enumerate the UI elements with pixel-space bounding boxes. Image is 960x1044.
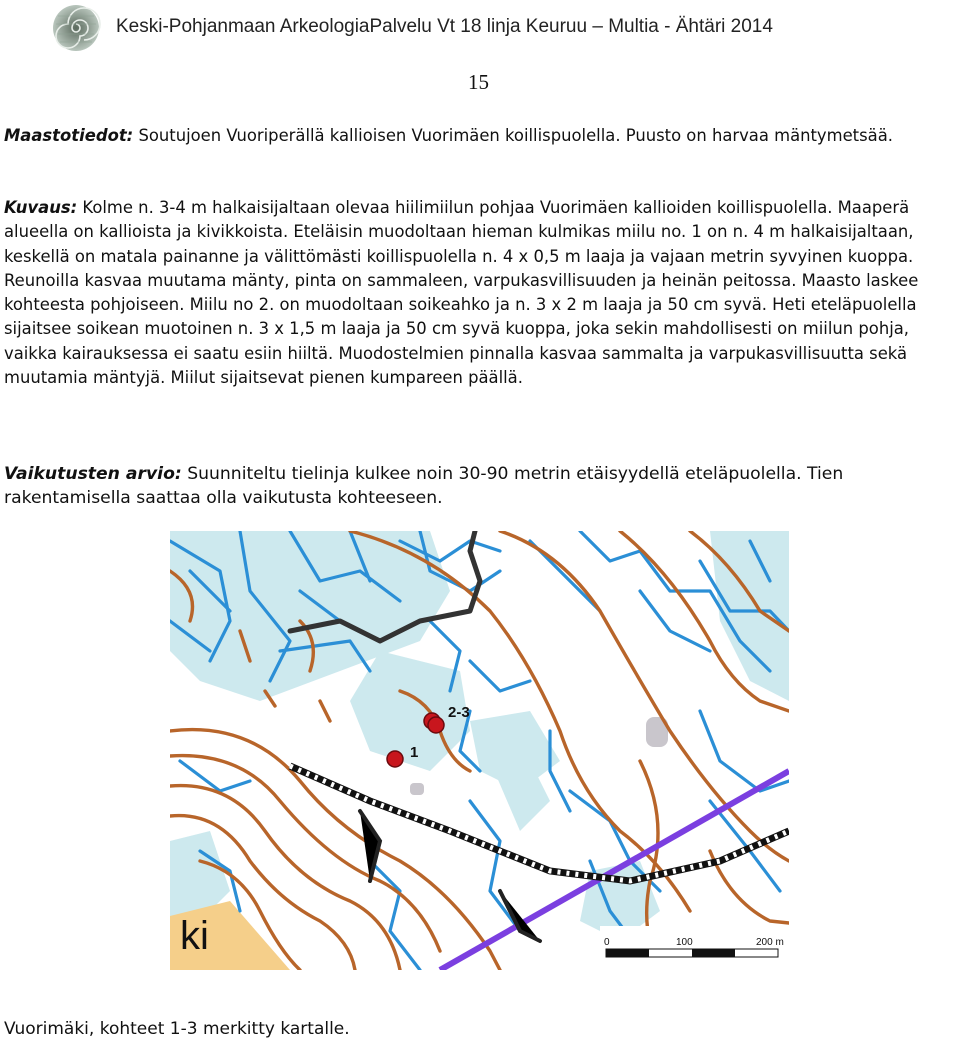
kuvaus-paragraph xyxy=(4,196,956,390)
scale-tick-100: 100 xyxy=(676,937,693,948)
vaikutusten-arvio-paragraph xyxy=(4,462,956,510)
map-place-text: ki xyxy=(180,914,209,958)
kuvaus-label: Kuvaus: xyxy=(4,198,78,217)
site-marker-1 xyxy=(387,751,403,767)
maastotiedot-text: Soutujoen Vuoriperällä kallioisen Vuorimäen koillispuolella. Puusto on harvaa mäntymetsää. xyxy=(133,126,893,145)
scale-tick-200: 200 m xyxy=(756,937,784,948)
header-title: Keski-Pohjanmaan ArkeologiaPalvelu Vt 18 linja Keuruu – Multia - Ähtäri 2014 xyxy=(116,16,773,37)
page-number: 15 xyxy=(468,70,489,94)
marker-label-2-3: 2-3 xyxy=(448,704,470,721)
site-map xyxy=(170,531,789,970)
kuvaus-text: Kolme n. 3-4 m halkaisijaltaan olevaa hiilimiilun pohjaa Vuorimäen kallioiden koillispuolella. Maaperä alueella on kallioista ja kivikkoista. Eteläisin muodoltaan hieman kulmikas miilu no. 1 on n. 4 m halkaisijaltaan, keskellä on matala painanne ja välittömästi koillispuolella n. 4 x 0,5 m laaja ja vajaan metrin syvyinen kuoppa. Reunoilla kasvaa muutama mänty, pinta on sammaleen, varpukasvillisuuden ja heinän peitossa. Maasto laskee kohteesta pohjoiseen. Miilu no 2. on muodoltaan soikeahko ja n. 3 x 2 m laaja ja 50 cm syvä. Heti eteläpuolella sijaitsee soikean muotoinen n. 3 x 1,5 m laaja ja 50 cm syvä kuoppa, joka sekin mahdollisesti on miilun pohja, vaikka kairauksessa ei saatu esiin hiiltä. Muodostelmien pinnalla kasvaa sammalta ja varpukasvillisuutta sekä muutamia mäntyjä. Miilut sijaitsevat pienen kumpareen päällä. xyxy=(4,198,919,388)
map-caption: Vuorimäki, kohteet 1-3 merkitty kartalle. xyxy=(4,1019,350,1039)
marker-label-1: 1 xyxy=(410,744,419,761)
scale-tick-0: 0 xyxy=(604,937,610,948)
maastotiedot-paragraph xyxy=(4,124,956,148)
ammonite-shell-icon xyxy=(50,2,102,54)
vaikutusten-arvio-label: Vaikutusten arvio: xyxy=(4,464,182,484)
vaikutusten-arvio-text: Suunniteltu tielinja kulkee noin 30-90 metrin etäisyydellä eteläpuolella. Tien rakentamisella saattaa olla vaikutusta kohteeseen. xyxy=(4,464,844,508)
maastotiedot-label: Maastotiedot: xyxy=(4,126,134,145)
scale-bar xyxy=(600,926,789,970)
page-header xyxy=(0,0,960,56)
site-marker-2-3b xyxy=(428,717,444,733)
